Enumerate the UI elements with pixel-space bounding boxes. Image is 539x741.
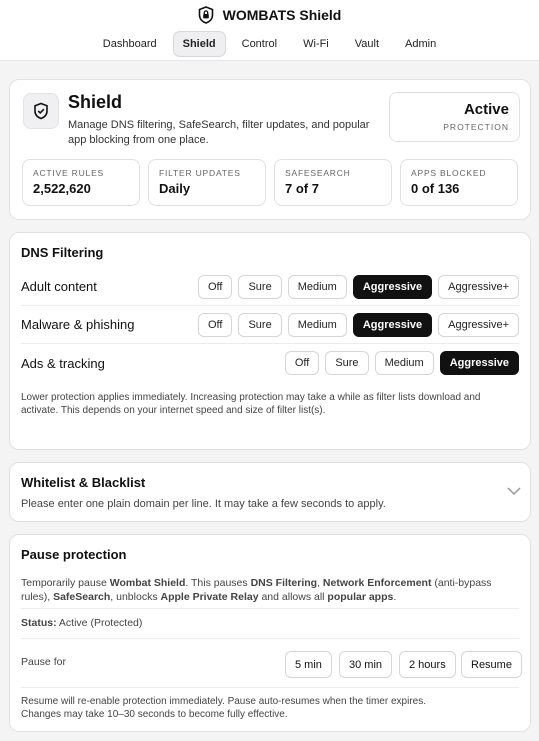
- option-aggressive[interactable]: Aggressive: [353, 275, 432, 299]
- option-sure[interactable]: Sure: [238, 275, 281, 299]
- chevron-down-icon[interactable]: [506, 483, 522, 499]
- pause-2hours-button[interactable]: 2 hours: [399, 651, 456, 678]
- divider: [21, 687, 519, 688]
- dns-row-adult: [21, 268, 519, 306]
- shield-check-icon: [33, 102, 49, 120]
- divider: [21, 638, 519, 639]
- shield-lock-icon: [198, 6, 214, 24]
- stat-label: FILTER UPDATES: [159, 168, 241, 178]
- level-selector: [198, 313, 519, 337]
- tab-dashboard[interactable]: Dashboard: [102, 38, 157, 50]
- option-aggressive-plus[interactable]: Aggressive+: [438, 275, 519, 299]
- resume-button[interactable]: Resume: [461, 651, 522, 678]
- option-medium[interactable]: Medium: [375, 351, 434, 375]
- text: Temporarily pause: [21, 577, 110, 589]
- pause-protection-card: [9, 534, 531, 732]
- whitelist-blacklist-card[interactable]: [9, 462, 531, 522]
- main-nav: [0, 31, 539, 57]
- level-selector: [285, 351, 519, 375]
- option-sure[interactable]: Sure: [238, 313, 281, 337]
- dns-filtering-card: [9, 232, 531, 450]
- pause-status: [21, 617, 516, 630]
- pause-5min-button[interactable]: 5 min: [285, 651, 332, 678]
- stat-label: SAFESEARCH: [285, 168, 351, 178]
- pause-footer-line1: Resume will re-enable protection immediately. Pause auto-resumes when the timer expires.: [21, 696, 426, 707]
- tab-control[interactable]: Control: [241, 38, 278, 50]
- stat-value: 2,522,620: [33, 181, 91, 196]
- divider: [21, 608, 519, 609]
- pause-description: [21, 576, 516, 610]
- text: .: [393, 591, 397, 603]
- option-sure[interactable]: Sure: [325, 351, 368, 375]
- tab-vault[interactable]: Vault: [354, 38, 380, 50]
- pause-30min-button[interactable]: 30 min: [339, 651, 392, 678]
- option-off[interactable]: Off: [198, 313, 232, 337]
- level-selector: [198, 275, 519, 299]
- stat-value: 7 of 7: [285, 181, 319, 196]
- text: (anti-bypass rules),: [21, 577, 492, 603]
- text: and allows all: [258, 591, 328, 603]
- protection-status: [389, 92, 520, 142]
- pause-for-label: Pause for: [21, 656, 66, 668]
- dns-row-label: Adult content: [21, 279, 97, 294]
- section-title: Whitelist & Blacklist: [21, 475, 146, 490]
- page-title: Shield: [68, 92, 123, 112]
- option-medium[interactable]: Medium: [288, 275, 347, 299]
- dns-row-label: Malware & phishing: [21, 317, 135, 332]
- option-off[interactable]: Off: [198, 275, 232, 299]
- dns-note: Lower protection applies immediately. Increasing protection may take a while as filter lists download and activate. This depends on your internet speed and size of filter list(s).: [21, 392, 481, 416]
- shield-overview-card: [9, 79, 531, 220]
- stat-apps-blocked: [400, 159, 518, 206]
- section-description: Please enter one plain domain per line. It may take a few seconds to apply.: [21, 498, 386, 510]
- shield-icon-tile: [23, 93, 59, 129]
- text-bold: popular apps: [327, 591, 394, 603]
- status-value: Active (Protected): [56, 617, 143, 629]
- option-medium[interactable]: Medium: [288, 313, 347, 337]
- page-description: Manage DNS filtering, SafeSearch, filter updates, and popular app blocking from one place.: [68, 119, 370, 146]
- text: ,: [317, 577, 323, 589]
- text-bold: Apple Private Relay: [160, 591, 259, 603]
- stat-filter-updates: [148, 159, 266, 206]
- stat-value: 0 of 136: [411, 181, 460, 196]
- dns-row-label: Ads & tracking: [21, 355, 105, 371]
- section-title: DNS Filtering: [21, 245, 104, 260]
- stat-value: Daily: [159, 181, 191, 196]
- protection-status-value: Active: [463, 101, 509, 118]
- section-title: Pause protection: [21, 547, 127, 562]
- tab-admin[interactable]: Admin: [405, 38, 437, 50]
- pause-footer-line2: Changes may take 10–30 seconds to become fully effective.: [21, 709, 288, 720]
- text-bold: DNS Filtering: [250, 577, 318, 589]
- stat-active-rules: [22, 159, 140, 206]
- dns-row-malware: [21, 306, 519, 344]
- option-off[interactable]: Off: [285, 351, 319, 375]
- option-aggressive[interactable]: Aggressive: [353, 313, 432, 337]
- protection-status-label: PROTECTION: [443, 122, 509, 132]
- dns-row-ads: [21, 344, 519, 382]
- stat-label: APPS BLOCKED: [411, 168, 487, 178]
- stat-safesearch: [274, 159, 392, 206]
- text-bold: SafeSearch: [53, 591, 111, 603]
- text-bold: Network Enforcement: [322, 577, 432, 589]
- option-aggressive[interactable]: Aggressive: [440, 351, 519, 375]
- text: , unblocks: [110, 591, 161, 603]
- stat-label: ACTIVE RULES: [33, 168, 105, 178]
- top-bar: [0, 0, 539, 61]
- text: . This pauses: [185, 577, 251, 589]
- tab-wifi[interactable]: Wi-Fi: [303, 38, 329, 50]
- status-label: Status:: [21, 617, 57, 629]
- brand: [0, 6, 539, 24]
- text-bold: Wombat Shield: [109, 577, 186, 589]
- option-aggressive-plus[interactable]: Aggressive+: [438, 313, 519, 337]
- app-title: WOMBATS Shield: [222, 7, 342, 23]
- tab-shield[interactable]: Shield: [173, 31, 226, 57]
